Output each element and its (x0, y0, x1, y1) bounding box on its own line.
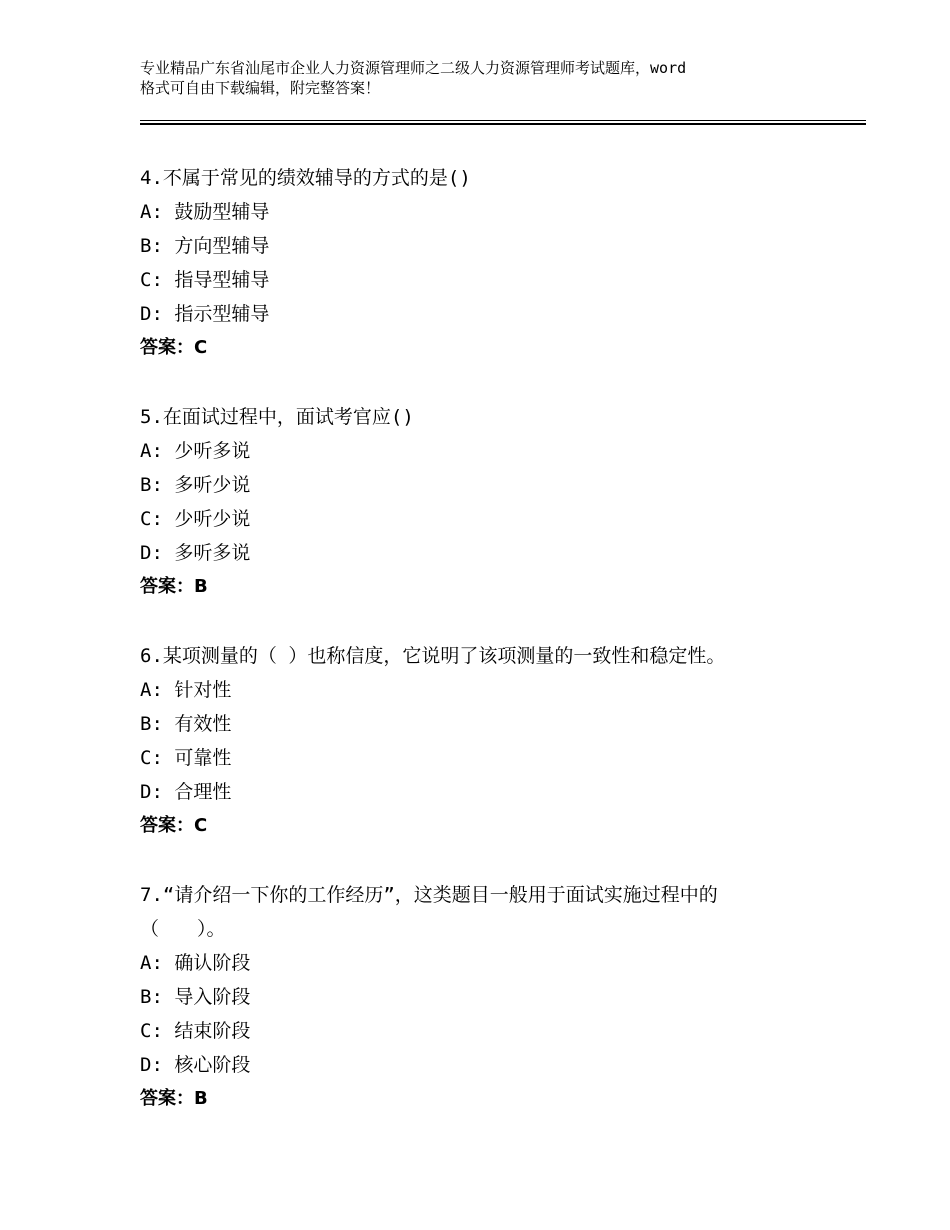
option-d: D: 核心阶段 (140, 1054, 251, 1076)
question-4 (140, 161, 840, 365)
option-d: D: 指示型辅导 (140, 303, 270, 325)
answer: 答案：C (140, 815, 208, 836)
option-a: A: 少听多说 (140, 440, 251, 462)
header-line-1: 专业精品广东省汕尾市企业人力资源管理师之二级人力资源管理师考试题库，word (140, 59, 687, 77)
question-stem: 6.某项测量的（ ）也称信度，它说明了该项测量的一致性和稳定性。 (140, 645, 726, 667)
option-c: C: 可靠性 (140, 747, 232, 769)
option-d: D: 多听多说 (140, 542, 251, 564)
question-stem: 4.不属于常见的绩效辅导的方式的是() (140, 167, 471, 189)
option-b: B: 方向型辅导 (140, 235, 270, 257)
question-stem: 5.在面试过程中，面试考官应() (140, 406, 414, 428)
option-d: D: 合理性 (140, 781, 232, 803)
question-7 (140, 878, 800, 1116)
option-c: C: 少听少说 (140, 508, 251, 530)
option-a: A: 鼓励型辅导 (140, 201, 270, 223)
option-b: B: 多听少说 (140, 474, 251, 496)
answer: 答案：B (140, 1088, 208, 1109)
option-a: A: 确认阶段 (140, 952, 251, 974)
question-stem: 7.“请介绍一下你的工作经历”，这类题目一般用于面试实施过程中的（ ）。 (140, 884, 718, 940)
option-c: C: 结束阶段 (140, 1020, 251, 1042)
question-5 (140, 400, 840, 604)
option-b: B: 有效性 (140, 713, 232, 735)
question-6 (140, 639, 840, 843)
header-rule-thick (140, 123, 866, 125)
document-header (140, 58, 840, 98)
header-line-2: 格式可自由下载编辑，附完整答案！ (140, 79, 381, 97)
header-rule-thin (140, 120, 866, 121)
answer: 答案：B (140, 576, 208, 597)
option-a: A: 针对性 (140, 679, 232, 701)
answer: 答案：C (140, 337, 208, 358)
option-b: B: 导入阶段 (140, 986, 251, 1008)
option-c: C: 指导型辅导 (140, 269, 270, 291)
